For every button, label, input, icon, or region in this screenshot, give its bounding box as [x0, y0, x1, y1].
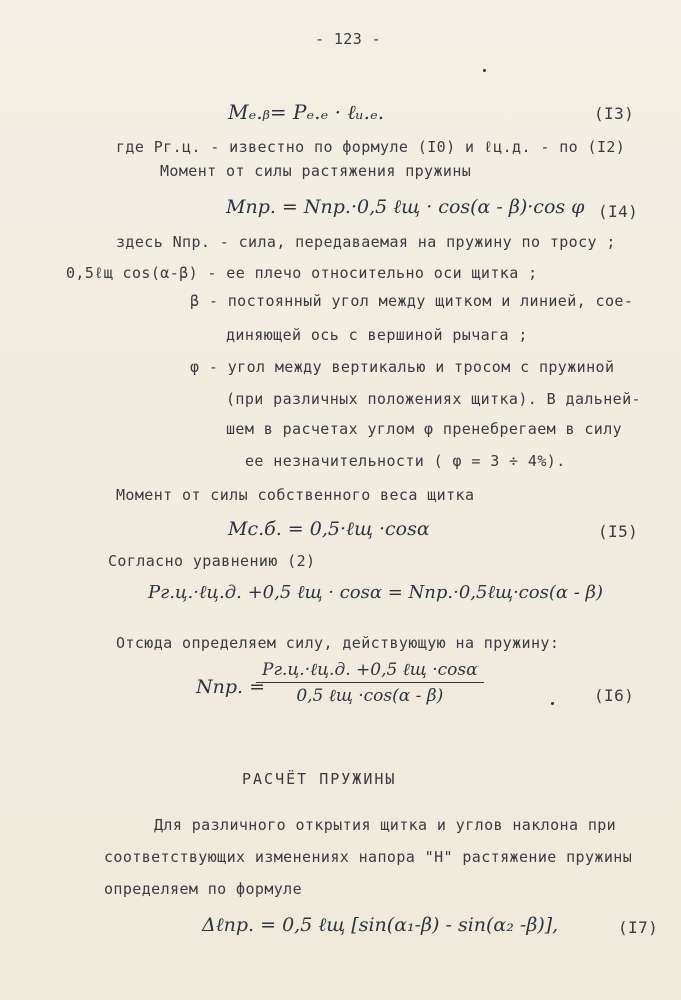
equation-17-number: (I7): [618, 918, 659, 937]
beta-line-2: диняющей ось с вершиной рычага ;: [226, 326, 528, 344]
equation-15-number: (I5): [598, 522, 639, 541]
equation-14-number: (I4): [598, 202, 639, 221]
section-heading: РАСЧЁТ ПРУЖИНЫ: [242, 770, 397, 788]
paragraph-line-3: определяем по формуле: [104, 880, 303, 898]
equation-13-number: (I3): [594, 104, 635, 123]
equation-14: Mпр. = Nпр.·0,5 ℓщ · cos(α - β)·cos φ: [226, 196, 585, 218]
equation-16-fraction: [256, 660, 484, 706]
here-line: здесь Nпр. - сила, передаваемая на пружину по тросу ;: [116, 233, 616, 251]
equation-16-denominator: 0,5 ℓщ ·cos(α - β): [296, 686, 444, 706]
phi-line-2: (при различных положениях щитка). В дальней-: [226, 390, 641, 408]
paragraph-line-2: соответствующих изменениях напора "H" растяжение пружины: [104, 848, 633, 866]
equation-15: Mс.б. = 0,5·ℓщ ·cosα: [228, 518, 430, 540]
arm-line: 0,5ℓщ cos(α-β) - ее плечо относительно оси щитка ;: [66, 264, 538, 282]
ink-dot: [551, 702, 554, 705]
page-number: - 123 -: [315, 30, 382, 48]
equation-16-number: (I6): [594, 686, 635, 705]
moment-self-text: Момент от силы собственного веса щитка: [116, 486, 475, 504]
equation-13: Mₑ.ᵦ= Pₑ.ₑ · ℓᵤ.ₑ.: [228, 100, 385, 124]
phi-line-1: φ - угол между вертикалью и тросом с пружиной: [190, 358, 615, 376]
equation-16-numerator: Pг.ц.·ℓц.д. +0,5 ℓщ ·cosα: [256, 660, 484, 683]
equation-17: Δℓпр. = 0,5 ℓщ [sin(α₁-β) - sin(α₂ -β)],: [202, 914, 559, 936]
paragraph-line-1: Для различного открытия щитка и углов наклона при: [154, 816, 617, 834]
hence-text: Отсюда определяем силу, действующую на пружину:: [116, 634, 560, 652]
where-line: где Pг.ц. - известно по формуле (I0) и ℓц.д. - по (I2): [116, 138, 626, 156]
ink-dot: [483, 69, 486, 72]
phi-line-4: ее незначительности ( φ = 3 ÷ 4%).: [245, 452, 566, 470]
equation-16-lhs: Nпр. =: [196, 676, 266, 698]
beta-line-1: β - постоянный угол между щитком и линией, сое-: [190, 292, 634, 310]
equation-balance: Pг.ц.·ℓц.д. +0,5 ℓщ · cosα = Nпр.·0,5ℓщ·cos(α - β): [148, 582, 603, 603]
according-text: Согласно уравнению (2): [108, 552, 316, 570]
phi-line-3: шем в расчетах углом φ пренебрегаем в силу: [226, 420, 623, 438]
moment-spring-text: Момент от силы растяжения пружины: [160, 162, 472, 180]
